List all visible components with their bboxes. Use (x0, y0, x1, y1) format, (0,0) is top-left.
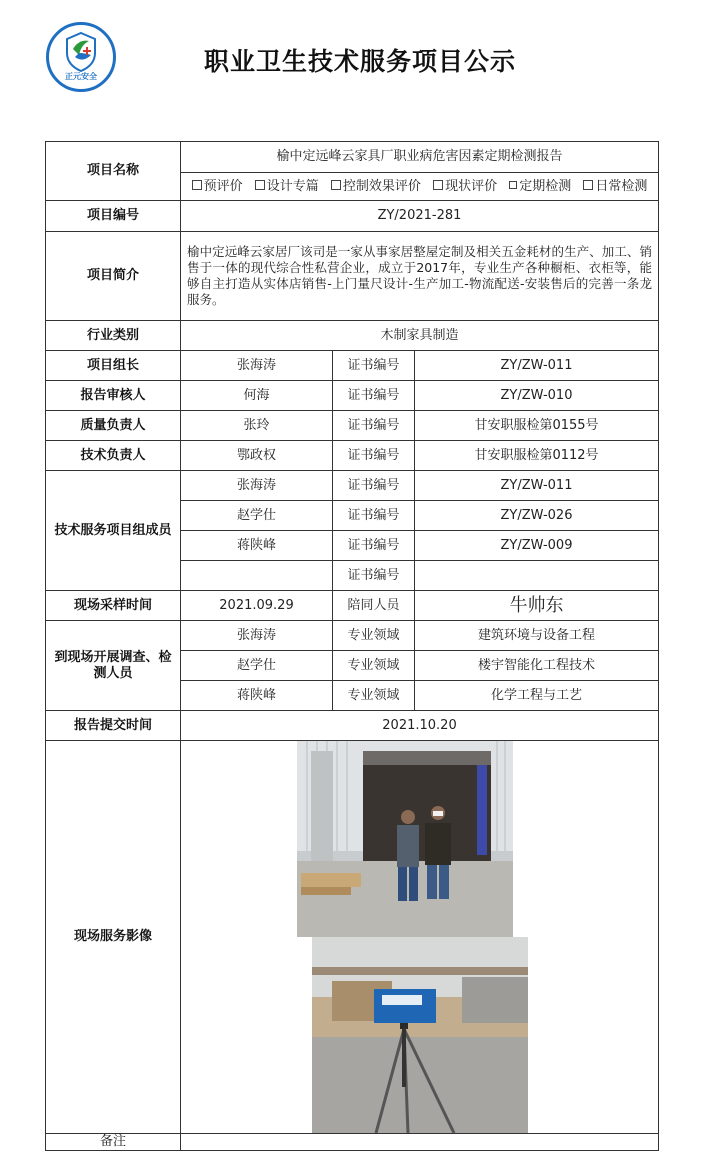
remark-label: 备注 (46, 1134, 181, 1151)
table-row (46, 201, 659, 232)
field-label: 专业领域 (333, 621, 415, 651)
option-status: 现状评价 (433, 179, 497, 194)
table-row (46, 471, 659, 501)
reviewer-cert: ZY/ZW-010 (415, 381, 659, 411)
member-name: 蒋陕峰 (181, 531, 333, 561)
site-photo-workers (297, 741, 513, 937)
member-cert: ZY/ZW-026 (415, 501, 659, 531)
checkbox-icon (331, 180, 341, 190)
project-type-options (181, 173, 659, 201)
leader-label: 项目组长 (46, 351, 181, 381)
table-row (46, 142, 659, 173)
cert-label: 证书编号 (333, 531, 415, 561)
field-value: 化学工程与工艺 (415, 681, 659, 711)
checkbox-icon (583, 180, 593, 190)
cert-label: 证书编号 (333, 351, 415, 381)
cert-label: 证书编号 (333, 441, 415, 471)
intro-label: 项目简介 (46, 232, 181, 321)
option-control-effect: 控制效果评价 (331, 179, 421, 194)
reviewer-label: 报告审核人 (46, 381, 181, 411)
table-row (46, 411, 659, 441)
industry-label: 行业类别 (46, 321, 181, 351)
technical-name: 鄂政权 (181, 441, 333, 471)
checkbox-icon (255, 180, 265, 190)
table-row (46, 441, 659, 471)
member-name: 张海涛 (181, 471, 333, 501)
project-name-value: 榆中定远峰云家具厂职业病危害因素定期检测报告 (181, 142, 659, 173)
sampling-label: 现场采样时间 (46, 591, 181, 621)
table-row (46, 1134, 659, 1151)
table-row (46, 711, 659, 741)
intro-cell (181, 232, 659, 321)
member-name: 赵学仕 (181, 501, 333, 531)
checkbox-icon (433, 180, 443, 190)
submit-label: 报告提交时间 (46, 711, 181, 741)
industry-value: 木制家具制造 (181, 321, 659, 351)
leader-cert: ZY/ZW-011 (415, 351, 659, 381)
cert-label: 证书编号 (333, 501, 415, 531)
technical-label: 技术负责人 (46, 441, 181, 471)
technical-cert: 甘安职服检第0112号 (415, 441, 659, 471)
member-cert (415, 561, 659, 591)
page-title: 职业卫生技术服务项目公示 (203, 47, 516, 76)
remark-value (181, 1134, 659, 1151)
field-staff-name: 张海涛 (181, 621, 333, 651)
reviewer-name: 何海 (181, 381, 333, 411)
table-row (46, 621, 659, 651)
quality-name: 张玲 (181, 411, 333, 441)
site-photo-sampler (312, 937, 528, 1133)
member-name (181, 561, 333, 591)
info-table (45, 141, 659, 1151)
logo-name: 正元安全 (65, 72, 97, 81)
sampling-date: 2021.09.29 (181, 591, 333, 621)
project-no-value: ZY/2021-281 (181, 201, 659, 232)
field-value: 楼宇智能化工程技术 (415, 651, 659, 681)
table-row (46, 351, 659, 381)
field-label: 专业领域 (333, 681, 415, 711)
field-label: 专业领域 (333, 651, 415, 681)
submit-date: 2021.10.20 (181, 711, 659, 741)
photos-label: 现场服务影像 (46, 741, 181, 1134)
member-cert: ZY/ZW-011 (415, 471, 659, 501)
intro-text: 榆中定远峰云家居厂该司是一家从事家居整屋定制及相关五金耗材的生产、加工、销售于一体的现代综合性私营企业，成立于2017年，专业生产各种橱柜、衣柜等，能够自主打造从实体店销售-上门量尺设计-生产加工-物流配送-安装售后的完善一条龙服务。 (187, 244, 652, 307)
cert-label: 证书编号 (333, 561, 415, 591)
field-value: 建筑环境与设备工程 (415, 621, 659, 651)
checkbox-icon (509, 181, 517, 189)
project-name-label: 项目名称 (46, 142, 181, 201)
member-cert: ZY/ZW-009 (415, 531, 659, 561)
table-row (46, 741, 659, 1134)
table-row (46, 232, 659, 321)
companion-label: 陪同人员 (333, 591, 415, 621)
option-pre-evaluation: 预评价 (192, 179, 243, 194)
photos-cell (181, 741, 659, 1134)
leader-name: 张海涛 (181, 351, 333, 381)
option-design: 设计专篇 (255, 179, 319, 194)
quality-label: 质量负责人 (46, 411, 181, 441)
checkbox-icon (192, 180, 202, 190)
companion-signature: 牛帅东 (415, 591, 659, 621)
cert-label: 证书编号 (333, 381, 415, 411)
project-no-label: 项目编号 (46, 201, 181, 232)
table-row (46, 321, 659, 351)
cert-label: 证书编号 (333, 471, 415, 501)
table-row (46, 381, 659, 411)
members-label: 技术服务项目组成员 (46, 471, 181, 591)
option-daily: 日常检测 (583, 179, 647, 194)
cert-label: 证书编号 (333, 411, 415, 441)
field-staff-label: 到现场开展调查、检测人员 (46, 621, 181, 711)
field-staff-name: 赵学仕 (181, 651, 333, 681)
table-row (46, 591, 659, 621)
field-staff-name: 蒋陕峰 (181, 681, 333, 711)
quality-cert: 甘安职服检第0155号 (415, 411, 659, 441)
option-periodic: 定期检测 (509, 179, 571, 194)
